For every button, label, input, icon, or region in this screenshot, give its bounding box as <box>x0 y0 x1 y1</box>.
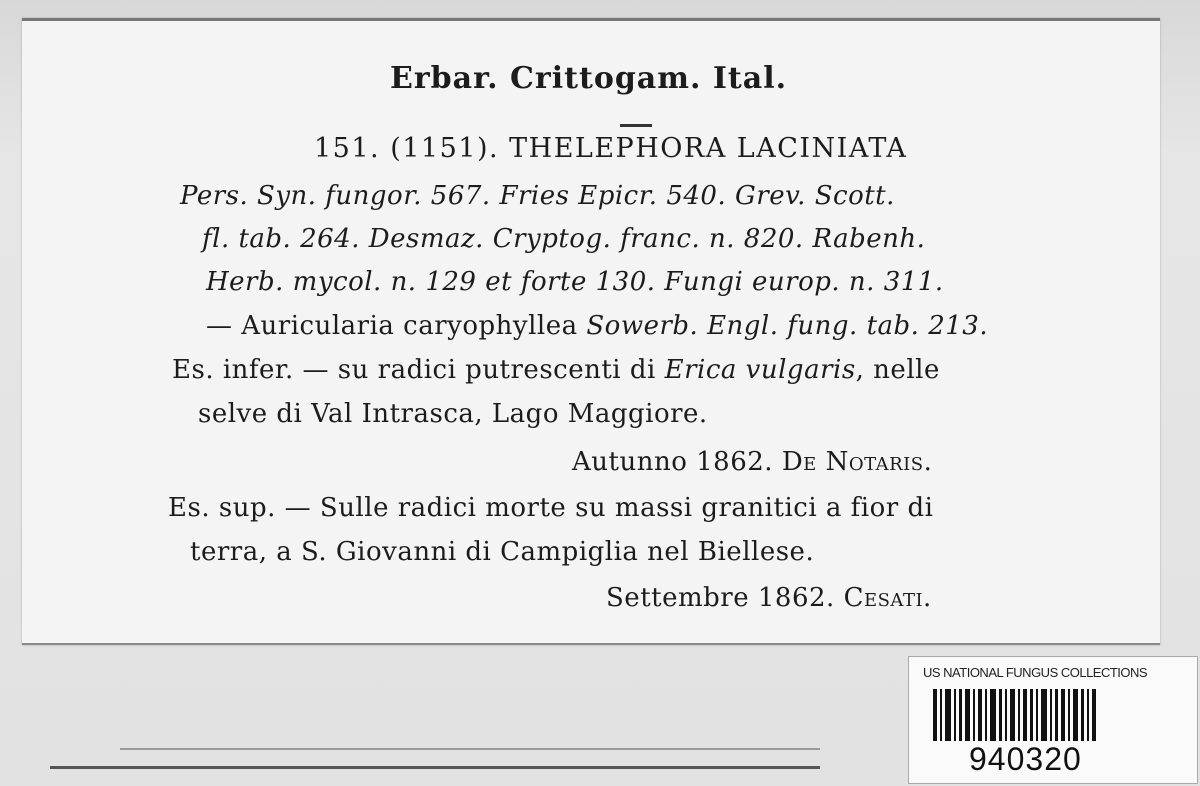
label-header: Erbar. Crittogam. Ital. <box>390 61 788 96</box>
superior-date: Settembre 1862. <box>606 583 835 613</box>
inferior-collection <box>572 447 932 477</box>
species-line: 151. (1151). THELEPHORA LACINIATA <box>314 133 908 164</box>
barcode-institution: US NATIONAL FUNGUS COLLECTIONS <box>923 665 1148 680</box>
superior-collection <box>606 583 932 613</box>
inferior-date: Autunno 1862. <box>572 447 774 477</box>
barcode-number: 940320 <box>969 741 1082 777</box>
synonym-name: — Auricularia caryophyllea <box>206 311 587 341</box>
citation-line: fl. tab. 264. Desmaz. Cryptog. franc. n. 820. Rabenh. <box>202 224 926 254</box>
superior-locality: terra, a S. Giovanni di Campiglia nel Biellese. <box>190 537 815 567</box>
synonym-author: Sowerb. Engl. fung. tab. 213. <box>586 311 989 341</box>
barcode-label <box>908 656 1198 784</box>
superior-collector: Cesati. <box>843 583 932 613</box>
synonym-line <box>206 311 988 341</box>
specimen-label <box>22 18 1160 645</box>
sheet-rule <box>120 748 820 750</box>
host-species: Erica vulgaris <box>664 355 856 385</box>
sheet-rule <box>50 766 820 769</box>
citation-line: Pers. Syn. fungor. 567. Fries Epicr. 540. Grev. Scott. <box>180 181 895 211</box>
inferior-text-end: , nelle <box>855 355 940 385</box>
inferior-line <box>172 355 940 385</box>
superior-line: Es. sup. — Sulle radici morte su massi granitici a fior di <box>168 493 934 523</box>
inferior-text: Es. infer. — su radici putrescenti di <box>172 355 665 385</box>
inferior-collector: De Notaris. <box>781 447 933 477</box>
citation-line: Herb. mycol. n. 129 et forte 130. Fungi europ. n. 311. <box>206 267 944 297</box>
inferior-locality: selve di Val Intrasca, Lago Maggiore. <box>198 399 708 429</box>
barcode-icon <box>933 689 1173 741</box>
header-dash <box>620 124 652 127</box>
